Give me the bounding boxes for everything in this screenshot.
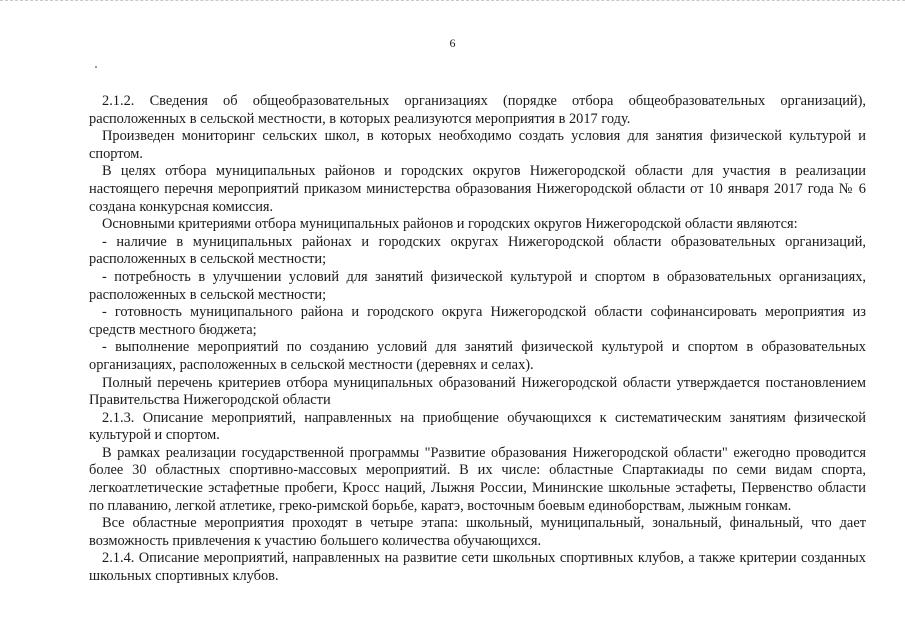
- criteria-list-item: - потребность в улучшении условий для занятий физической культурой и спортом в образовательных организациях, расположенных в сельской местности;: [89, 268, 866, 303]
- paragraph: Полный перечень критериев отбора муниципальных образований Нижегородской области утверждается постановлением Правительства Нижегородской области: [89, 374, 866, 409]
- scan-speck: [95, 66, 97, 68]
- paragraph: В целях отбора муниципальных районов и городских округов Нижегородской области для участия в реализации настоящего перечня мероприятий приказом министерства образования Нижегородской области от 10 января 2017 года № 6 создана конкурсная комиссия.: [89, 163, 866, 215]
- criteria-list-item: - готовность муниципального района и городского округа Нижегородской области софинансировать мероприятия из средств местного бюджета;: [89, 304, 866, 338]
- paragraph: Основными критериями отбора муниципальных районов и городских округов Нижегородской области являются:: [102, 216, 798, 233]
- page-number: 6: [449, 36, 456, 50]
- section-heading-2-1-3: 2.1.3. Описание мероприятий, направленных на приобщение обучающихся к систематическим занятиям физической культурой и спортом.: [89, 409, 866, 444]
- paragraph: В рамках реализации государственной программы "Развитие образования Нижегородской области" ежегодно проводится более 30 областных спортивно-массовых мероприятий. В их числе: областные Спартакиады по семи видам спорта, легкоатлетические эстафетные пробеги, Кросс наций, Лыжня России, Мининские школьные эстафеты, Первенство области по плаванию, легкой атлетике, греко-римской борьбе, каратэ, восточным боевым единоборствам, лыжным гонкам.: [89, 444, 866, 514]
- section-heading-2-1-2: 2.1.2. Сведения об общеобразовательных организациях (порядке отбора общеобразовательных организаций), расположенных в сельской местности, в которых реализуются мероприятия в 2017 году.: [89, 93, 866, 127]
- top-scan-edge: [0, 0, 905, 1]
- criteria-list-item: - наличие в муниципальных районах и городских округах Нижегородской области образовательных организаций, расположенных в сельской местности;: [89, 233, 866, 268]
- criteria-list-item: - выполнение мероприятий по созданию условий для занятий физической культурой и спортом в образовательных организациях, расположенных в сельской местности (деревнях и селах).: [89, 339, 866, 373]
- paragraph: Все областные мероприятия проходят в четыре этапа: школьный, муниципальный, зональный, финальный, что дает возможность привлечения к участию большего количества обучающихся.: [89, 515, 866, 549]
- paragraph: Произведен мониторинг сельских школ, в которых необходимо создать условия для занятия физической культурой и спортом.: [89, 128, 866, 162]
- document-body: [89, 93, 866, 586]
- section-heading-2-1-4: 2.1.4. Описание мероприятий, направленных на развитие сети школьных спортивных клубов, а также критерии созданных школьных спортивных клубов.: [89, 550, 866, 585]
